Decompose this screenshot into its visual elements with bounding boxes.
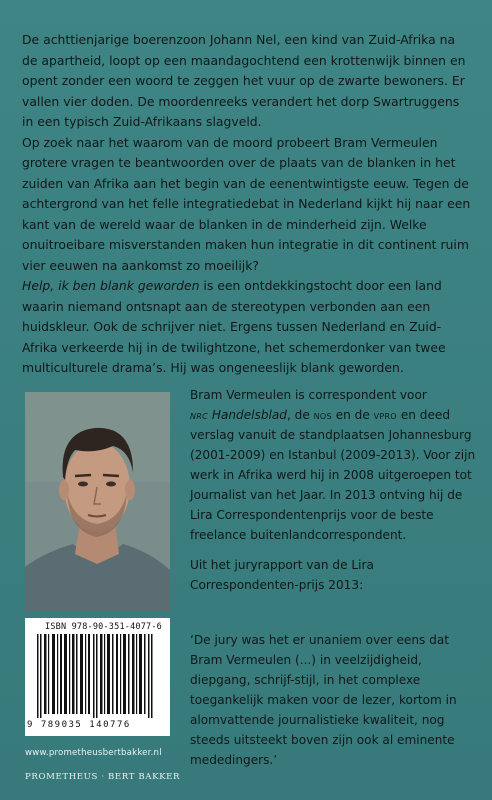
book-title-italic: Help, ik ben blank geworden (22, 278, 200, 293)
isbn-number: ISBN 978-90-351-4077-6 (45, 622, 162, 632)
jury-intro: Uit het juryrapport van de Lira Correspondenten-prijs 2013: (190, 558, 374, 592)
bio-nrc: nrc (190, 408, 209, 422)
publisher-name: PROMETHEUS · BERT BAKKER (25, 772, 181, 782)
isbn-barcode (25, 618, 170, 736)
blurb-text (22, 30, 474, 379)
jury-quote: ‘De jury was het er unaniem over eens dat Bram Vermeulen (...) in veelzijdigheid, diepgang, schrijf-stijl, in het complexe toegankelijk maken voor de lezer, kortom in alomvattende journalistieke kwaliteit, nog steeds uitsteekt boven zijn ook al eminente mededingers.’ (190, 633, 457, 767)
blurb-paragraph-2b: is een ontdekkingstocht door een land waarin niemand ontsnapt aan de stereotypen verbonden aan een huidskleur. Ook de schrijver niet. Ergens tussen Nederland en Zuid-Afrika verkeerde hij in de twilightzone, het schemerdonker van twee multiculturele drama’s. Hij was ongeneeslijk blank geworden. (22, 278, 446, 375)
bio-vpro: vpro (373, 408, 397, 422)
bio-mid2: en de (331, 408, 374, 422)
barcode-digits: 9 789035 140776 (27, 720, 131, 730)
bio-handelsblad: Handelsblad (208, 408, 287, 422)
publisher-url: www.prometheusbertbakker.nl (25, 748, 162, 758)
author-photo (25, 392, 170, 612)
blurb-paragraph-1: De achttienjarige boerenzoon Johann Nel, een kind van Zuid-Afrika na de apartheid, loopt op een maandagochtend een krottenwijk binnen en opent zonder een woord te zeggen het vuur op de zwarte bewoners. Er vallen vier doden. De moordenreeks verandert het dorp Swartruggens in een typisch Zuid-Afrikaans slagveld. (22, 32, 466, 129)
bio-intro: Bram Vermeulen is correspondent voor (190, 388, 427, 402)
bio-mid1: , de (286, 408, 314, 422)
bio-nos: nos (313, 408, 332, 422)
barcode-bars (31, 634, 164, 718)
blurb-paragraph-2a: Op zoek naar het waarom van de moord probeert Bram Vermeulen grotere vragen te beantwoorden over de plaats van de blanken in het zuiden van Afrika aan het begin van de eenentwintigste eeuw. Tegen de achtergrond van het felle integratiedebat in Nederland kijkt hij naar een kant van de wereld waar de blanken in de minderheid zijn. Welke onuitroeibare misverstanden maken hun integratie in dit continent ruim vier eeuwen na aankomst zo moeilijk? (22, 134, 471, 273)
author-bio (190, 385, 480, 605)
blurb-paragraph-2 (22, 133, 474, 379)
bio-paragraph (190, 385, 480, 545)
bio-rest: en deed verslag vanuit de standplaatsen Johannesburg (2001-2009) en Istanbul (2009-2013). Voor zijn werk in Afrika werd hij in 2008 uitgeroepen tot Journalist van het Jaar. In 2013 ontving hij de Lira Correspondentenprijs voor de beste freelance buitenlandcorrespondent. (190, 408, 476, 542)
